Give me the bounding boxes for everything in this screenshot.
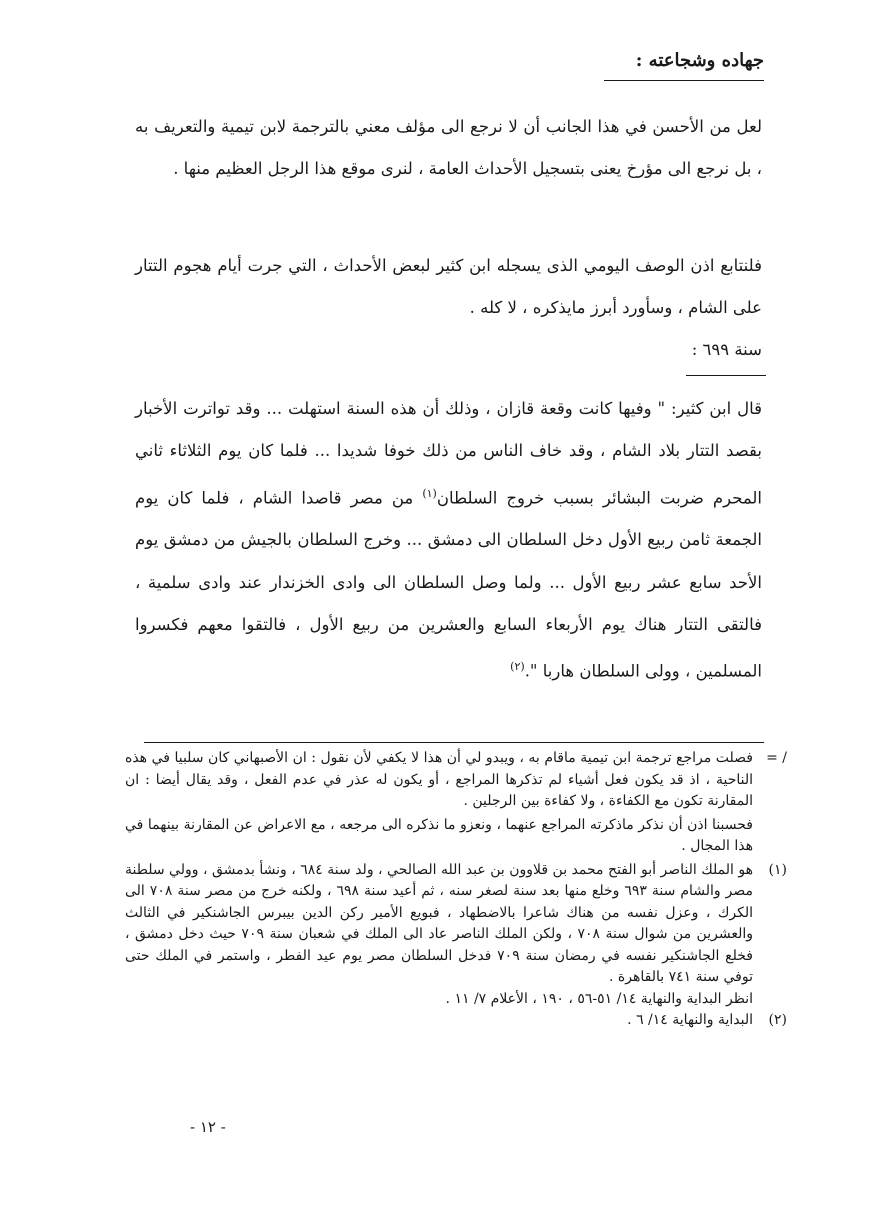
footnote-star-text-2: فحسبنا اذن أن نذكر ماذكرته المراجع عنهما ، ونعزو ما نذكره الى مرجعه ، مع الاعراض عن المقارنة بينهما في هذا المجال . bbox=[125, 816, 753, 854]
footnote-ref-1: (١) bbox=[422, 486, 437, 500]
footnote-1-marker: (١) bbox=[768, 861, 787, 878]
paragraph-ibn-kathir-intro: فلنتابع اذن الوصف اليومي الذى يسجله ابن كثير لبعض الأحداث ، التي جرت أيام هجوم التتار على الشام ، وسأورد أبرز مايذكره ، لا كله . bbox=[135, 256, 762, 317]
footnote-2-text: البداية والنهاية ١٤/ ٦ . bbox=[627, 1012, 753, 1028]
heading-underline bbox=[604, 80, 764, 81]
footnote-1-reference: انظر البداية والنهاية ١٤/ ٥١-٥٦ ، ١٩٠ ، الأعلام ٧/ ١١ . bbox=[445, 990, 753, 1007]
paragraph-intro: لعل من الأحسن في هذا الجانب أن لا نرجع الى مؤلف معني بالترجمة لابن تيمية والتعريف به ، بل نرجع الى مؤرخ يعنى بتسجيل الأحداث العامة ، لنرى موقع هذا الرجل العظيم منها . bbox=[135, 117, 762, 178]
page-number: - ١٢ - bbox=[190, 1118, 226, 1136]
footnote-divider bbox=[144, 742, 764, 743]
quote-part-one: قال ابن كثير: " وفيها كانت وقعة قازان ، وذلك أن هذه السنة استهلت ... وقد تواترت الأخبار بقصد التتار بلاد الشام ، وقد خاف الناس من ذلك خوفا شديدا ... فلما كان يوم الثلاثاء ثاني المحرم ضربت البشائر بسبب خروج السلطان bbox=[135, 399, 762, 508]
footnote-2-marker: (٢) bbox=[768, 1012, 787, 1028]
footnotes bbox=[125, 748, 787, 1032]
footnote-star bbox=[125, 748, 787, 858]
footnote-1-text: هو الملك الناصر أبو الفتح محمد بن قلاوون بن عبد الله الصالحي ، ولد سنة ٦٨٤ ، ونشأ بدمشق ، وولي سلطنة مصر والشام سنة ٦٩٣ وخلع منها بعد سنة لصغر سنه ، ثم أعيد سنة ٦٩٨ ، ولكنه خرج من مصر سنة ٧٠٨ الى الكرك ، وعزل نفسه من هناك شاعرا بالاضطهاد ، فبويع الأمير ركن الدين بيبرس الجاشنكير في الثالث والعشرين من شوال سنة ٧٠٨ ، ولكن الملك الناصر عاد الى الملك في شعبان سنة ٧٠٩ حيث دخل دمشق ، فخلع الجاشنكير نفسه في رمضان سنة ٧٠٩ فدخل السلطان مصر يوم عيد الفطر ، واستمر في الملك حتى توفي سنة ٧٤١ بالقاهرة . bbox=[125, 861, 753, 985]
year-heading: سنة ٦٩٩ : bbox=[691, 340, 762, 359]
footnote-star-text: فصلت مراجع ترجمة ابن تيمية ماقام به ، ويبدو لي أن هذا لا يكفي لأن نقول : ان الأصبهاني كان سلبيا في هذه الناحية ، اذ قد يكون فعل أشياء لم تذكرها المراجع ، أو يكون له عذر في عدم الفعل ، وقد يقال أيضا : ان المقارنة تكون مع الكفاءة ، ولا كفاءة بين الرجلين . bbox=[125, 750, 753, 809]
section-heading: جهاده وشجاعته : bbox=[635, 50, 764, 71]
footnote-2 bbox=[125, 1010, 787, 1032]
quote-part-two: من مصر قاصدا الشام ، فلما كان يوم الجمعة ثامن ربيع الأول دخل السلطان الى دمشق ... وخرج السلطان بالجيش من دمشق يوم الأحد سابع عشر ربيع الأول ... ولما وصل السلطان الى وادى الخزندار عند وادى سلمية ، فالتقى التتار هناك يوم الأربعاء السابع والعشرين من ربيع الأول ، فالتقوا معهم فكسروا المسلمين ، وولى السلطان هاربا ". bbox=[135, 488, 762, 681]
footnote-star-marker: / = bbox=[766, 750, 787, 766]
footnote-ref-2: (٢) bbox=[510, 660, 525, 674]
year-underline bbox=[686, 375, 766, 376]
footnote-1 bbox=[125, 860, 787, 1011]
paragraph-quote bbox=[135, 388, 762, 693]
